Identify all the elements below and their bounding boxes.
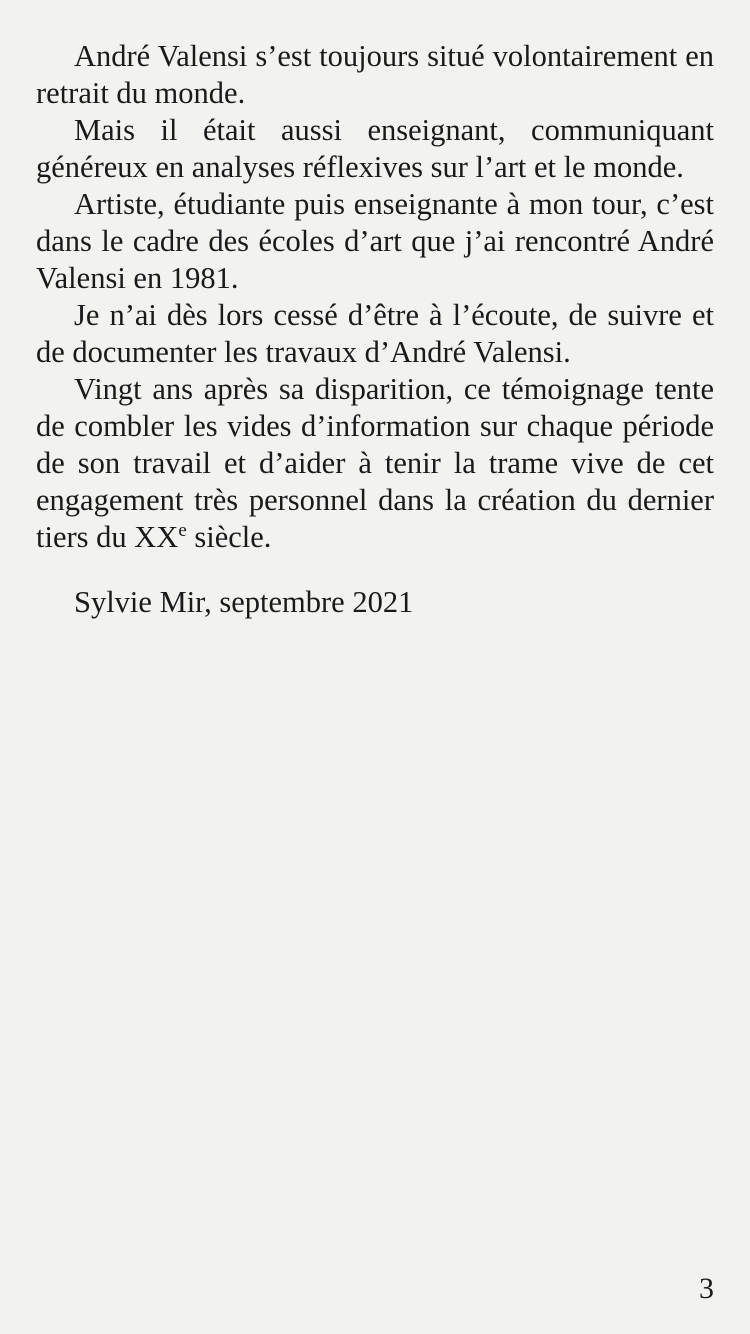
paragraph: Mais il était aussi enseignant, communiquant généreux en analyses réflexives sur l’art et le monde. <box>36 113 714 184</box>
body-text-block <box>36 38 714 556</box>
paragraph: Artiste, étudiante puis enseignante à mon tour, c’est dans le cadre des écoles d’art que j’ai rencontré André Valensi en 1981. <box>36 187 714 295</box>
paragraph-final-text-after: siècle. <box>186 520 272 554</box>
paragraph: Je n’ai dès lors cessé d’être à l’écoute, de suivre et de documenter les travaux d’André Valensi. <box>36 298 714 369</box>
paragraph-final <box>36 371 714 556</box>
signature-line: Sylvie Mir, septembre 2021 <box>74 585 414 619</box>
paragraph: André Valensi s’est toujours situé volontairement en retrait du monde. <box>36 39 714 110</box>
ordinal-suffix: e <box>178 519 187 541</box>
paragraph-final-text-before: Vingt ans après sa disparition, ce témoignage tente de combler les vides d’information sur chaque période de son travail et d’aider à tenir la trame vive de cet engagement très personnel dans la création du dernier tiers du XX <box>36 372 714 554</box>
page-number: 3 <box>699 1272 714 1305</box>
